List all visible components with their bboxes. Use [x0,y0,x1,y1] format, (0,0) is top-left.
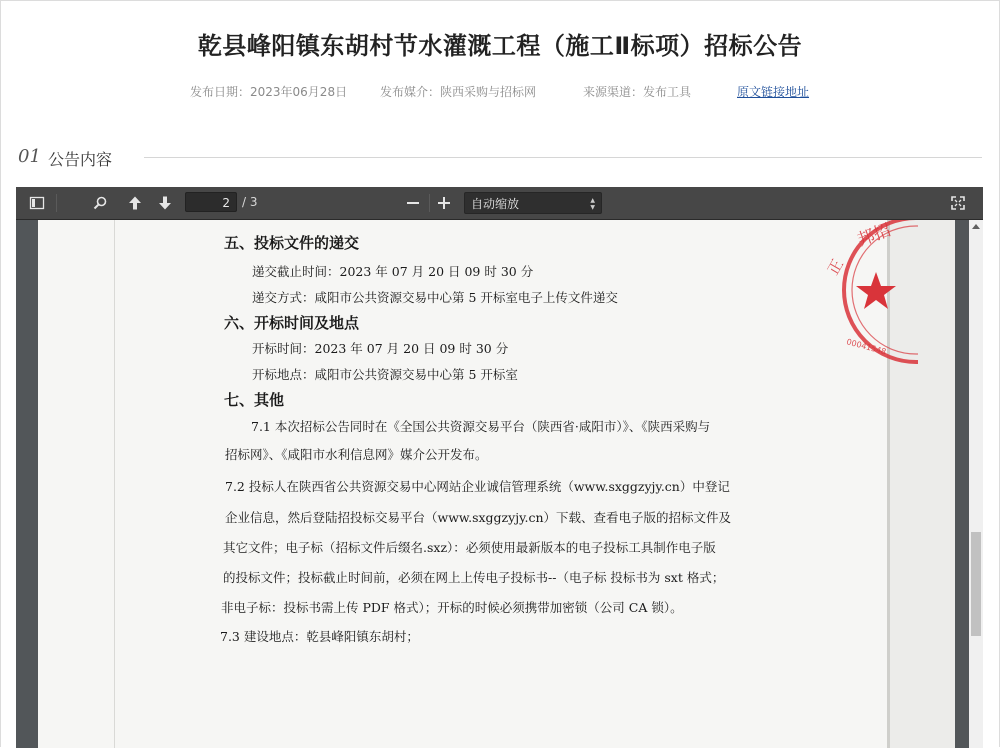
scrollbar-thumb[interactable] [971,532,981,636]
submission-deadline: 递交截止时间：2023 年 07 月 20 日 09 时 30 分 [252,264,534,279]
original-link[interactable]: 原文链接地址 [737,85,810,99]
para-7-3: 7.3 建设地点：乾县峰阳镇东胡村； [220,629,419,644]
publish-media: 发布媒介：陕西采购与招标网 [380,85,537,99]
submission-method: 递交方式：咸阳市公共资源交易中心第 5 开标室电子上传文件递交 [252,290,618,305]
select-arrows-icon: ▲ ▼ [590,197,595,211]
sidebar-toggle-icon[interactable] [25,191,49,215]
page-total: / 3 [242,195,258,209]
arrow-up-icon[interactable] [123,191,147,215]
section-label: 公告内容 [48,150,113,169]
source-channel: 来源渠道：发布工具 [583,85,692,99]
fullscreen-icon[interactable] [946,191,970,215]
para-7-2-line3: 其它文件；电子标（招标文件后缀名.sxz）：必须使用最新版本的电子投标工具制作电子版 [223,540,716,555]
svg-text:正: 正 [823,255,847,278]
heading-submission: 五、投标文件的递交 [224,234,360,252]
page-number-input[interactable]: 2 [185,192,237,212]
heading-other: 七、其他 [224,391,285,409]
para-7-1-cont: 招标网》、《咸阳市水利信息网》媒介公开发布。 [225,447,488,462]
heading-opening: 六、开标时间及地点 [224,314,360,332]
para-7-1: 7.1 本次招标公告同时在《全国公共资源交易平台（陕西省·咸阳市）》、《陕西采购与 [251,419,711,434]
scroll-up-arrow-icon[interactable] [972,224,980,229]
toolbar-separator [56,194,57,212]
para-7-2: 7.2 投标人在陕西省公共资源交易中心网站企业诚信管理系统（www.sxggzyjy.cn）中登记 [225,479,730,494]
para-7-2-line2: 企业信息，然后登陆招投标交易平台（www.sxggzyjy.cn）下载、查看电子版的招标文件及 [225,510,732,525]
zoom-in-icon[interactable] [432,191,456,215]
pdf-toolbar [16,187,983,220]
zoom-select[interactable] [464,192,602,214]
section-divider [144,157,982,158]
zoom-select-value: 自动缩放 [471,197,520,211]
document-text [38,220,955,748]
pdf-page-area[interactable] [16,220,969,748]
toolbar-separator [429,194,430,212]
pdf-page [38,220,955,748]
svg-text:00041548: 00041548 [845,337,888,357]
opening-place: 开标地点：咸阳市公共资源交易中心第 5 开标室 [252,367,518,382]
svg-text:邦招: 邦招 [854,220,894,251]
search-icon[interactable] [88,191,112,215]
arrow-down-icon[interactable] [153,191,177,215]
para-7-2-line5: 非电子标：投标书需上传 PDF 格式）；开标的时候必须携带加密锁（公司 CA 锁）。 [221,600,683,615]
pdf-viewer [16,187,983,748]
pdf-scrollbar[interactable] [969,220,983,748]
para-7-2-line4: 的投标文件；投标截止时间前，必须在网上上传电子投标书--（电子标 投标书为 sxt 格式； [223,570,725,585]
section-number: 01 [18,146,41,167]
opening-time: 开标时间：2023 年 07 月 20 日 09 时 30 分 [252,341,509,356]
page-title: 乾县峰阳镇东胡村节水灌溉工程（施工Ⅱ标项）招标公告 [197,32,803,60]
section-header [18,146,982,170]
publish-date: 发布日期：2023年06月28日 [190,85,348,99]
zoom-out-icon[interactable] [401,191,425,215]
